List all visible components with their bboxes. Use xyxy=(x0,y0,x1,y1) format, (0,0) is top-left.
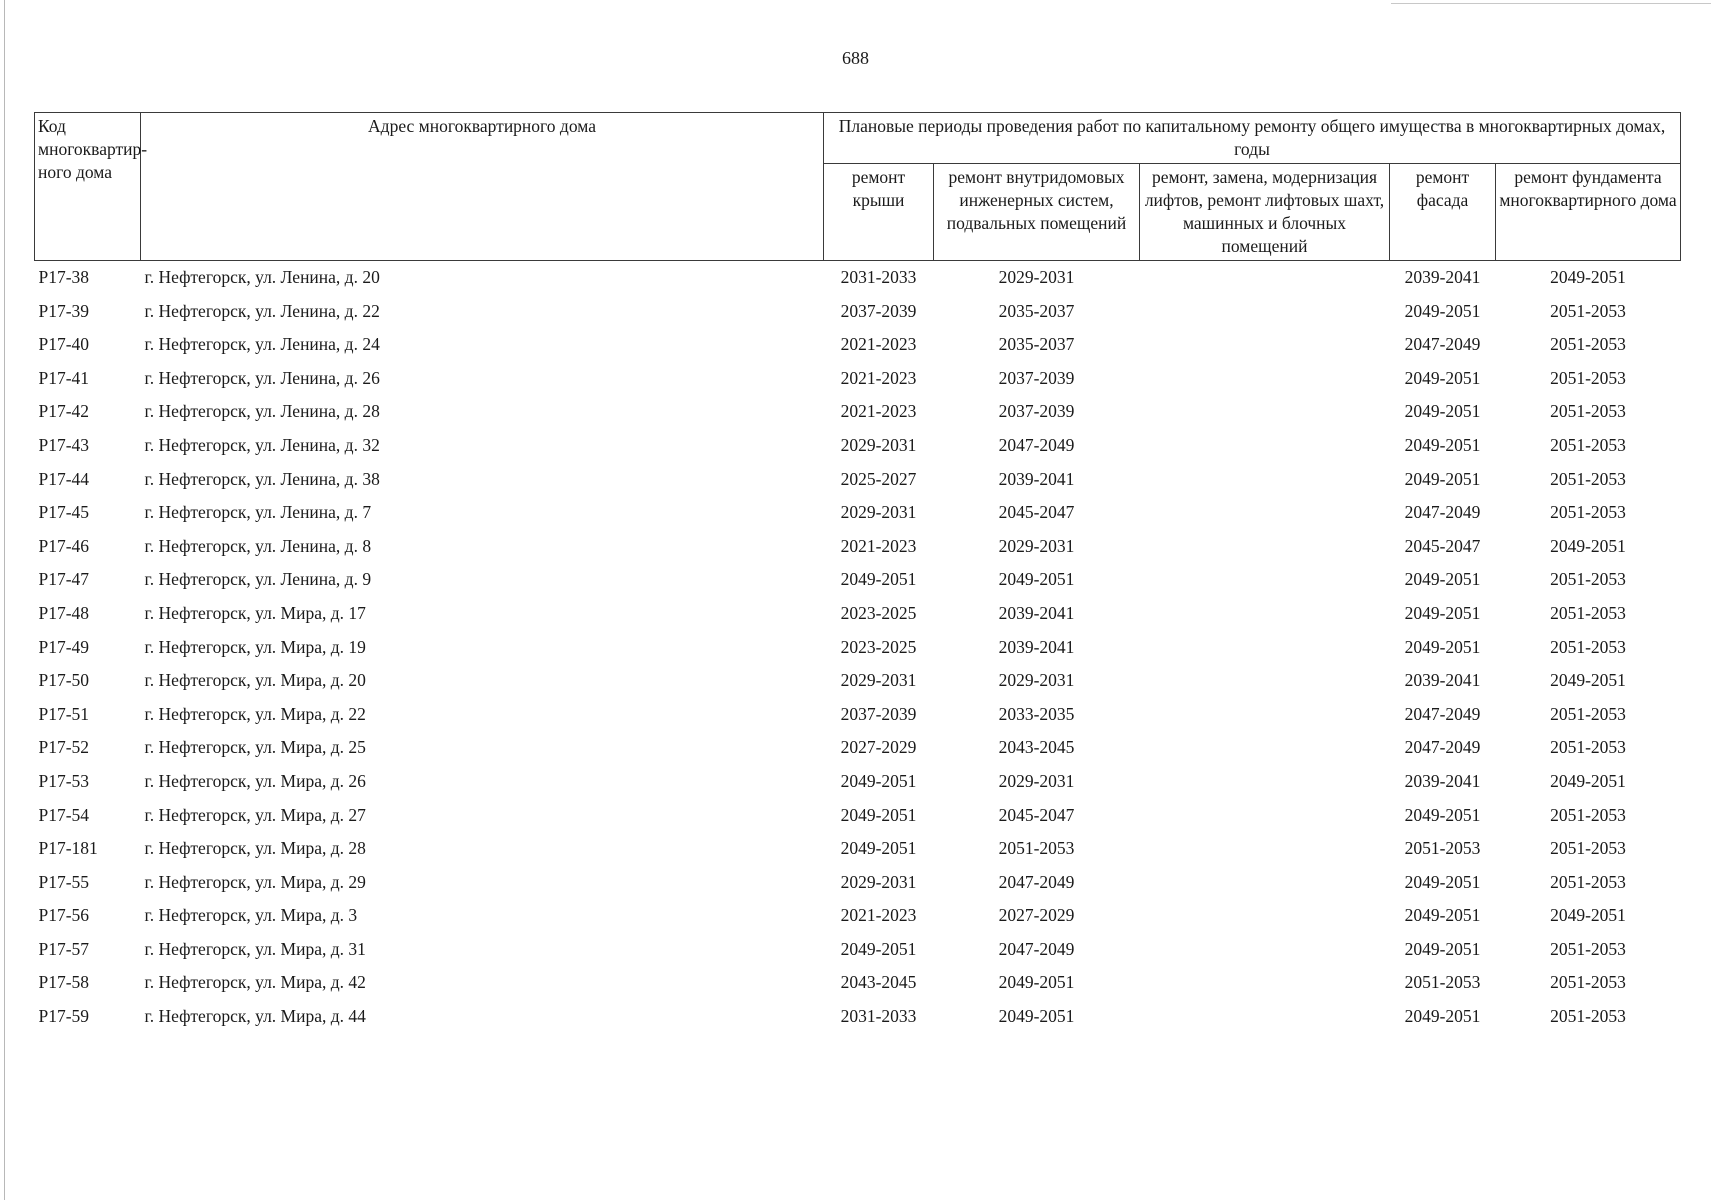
foundation-period: 2051-2053 xyxy=(1550,871,1626,892)
scan-edge-line-top xyxy=(1391,3,1711,4)
table-header xyxy=(35,113,1681,261)
header-lifts: ремонт, замена, модернизация лифтов, ремонт лифтовых шахт, машинных и блочных помещений xyxy=(1140,164,1390,261)
facade-period: 2039-2041 xyxy=(1404,267,1481,287)
table-body xyxy=(35,261,1681,1034)
header-planned-periods: Плановые периоды проведения работ по капитальному ремонту общего имущества в многоквартирных домах, годы xyxy=(824,113,1681,164)
facade-period: 2049-2051 xyxy=(1404,468,1481,489)
house-address: г. Нефтегорск, ул. Мира, д. 22 xyxy=(144,703,366,724)
lifts-period xyxy=(1140,261,1390,295)
systems-period: 2047-2049 xyxy=(998,434,1075,455)
roof-period: 2029-2031 xyxy=(840,434,917,455)
facade-period: 2049-2051 xyxy=(1404,804,1481,825)
house-code: P17-40 xyxy=(38,334,90,355)
header-foundation: ремонт фундамента многоквартирного дома xyxy=(1496,164,1681,261)
house-code: P17-57 xyxy=(38,938,90,959)
foundation-period: 2051-2053 xyxy=(1550,838,1626,859)
house-address: г. Нефтегорск, ул. Мира, д. 19 xyxy=(144,636,366,657)
systems-period: 2029-2031 xyxy=(998,267,1075,287)
house-code: P17-41 xyxy=(38,367,90,388)
foundation-period: 2051-2053 xyxy=(1550,468,1626,489)
table-row xyxy=(35,664,1681,698)
foundation-period: 2051-2053 xyxy=(1550,636,1626,657)
house-address: г. Нефтегорск, ул. Ленина, д. 9 xyxy=(144,569,372,590)
table-row xyxy=(35,765,1681,799)
facade-period: 2049-2051 xyxy=(1404,636,1481,657)
foundation-period: 2051-2053 xyxy=(1550,334,1626,355)
house-address: г. Нефтегорск, ул. Ленина, д. 26 xyxy=(144,367,380,388)
table-row xyxy=(35,731,1681,765)
table-row xyxy=(35,1000,1681,1034)
foundation-period: 2051-2053 xyxy=(1550,367,1626,388)
house-code: P17-59 xyxy=(38,1006,90,1027)
header-address: Адрес многоквартирного дома xyxy=(141,113,824,261)
house-address: г. Нефтегорск, ул. Ленина, д. 28 xyxy=(144,401,380,422)
house-address: г. Нефтегорск, ул. Мира, д. 25 xyxy=(144,737,366,758)
house-address: г. Нефтегорск, ул. Мира, д. 3 xyxy=(144,905,358,926)
roof-period: 2021-2023 xyxy=(840,535,917,556)
house-code: P17-56 xyxy=(38,905,90,926)
house-code: P17-55 xyxy=(38,871,90,892)
foundation-period: 2049-2051 xyxy=(1550,267,1626,287)
house-code: P17-181 xyxy=(38,838,98,859)
house-address: г. Нефтегорск, ул. Ленина, д. 7 xyxy=(144,502,372,523)
facade-period: 2049-2051 xyxy=(1404,569,1481,590)
house-code: P17-43 xyxy=(38,434,90,455)
foundation-period: 2049-2051 xyxy=(1550,535,1626,556)
facade-period: 2051-2053 xyxy=(1404,972,1481,993)
house-address: г. Нефтегорск, ул. Мира, д. 17 xyxy=(144,602,366,623)
house-code: P17-54 xyxy=(38,804,90,825)
house-address: г. Нефтегорск, ул. Мира, д. 26 xyxy=(144,770,366,791)
lifts-period xyxy=(1140,1000,1390,1034)
lifts-period xyxy=(1140,698,1390,732)
house-code: P17-39 xyxy=(38,300,90,321)
facade-period: 2049-2051 xyxy=(1404,938,1481,959)
header-facade: ремонт фасада xyxy=(1390,164,1496,261)
facade-period: 2047-2049 xyxy=(1404,502,1481,523)
table-row xyxy=(35,530,1681,564)
facade-period: 2049-2051 xyxy=(1404,1006,1481,1027)
house-address: г. Нефтегорск, ул. Мира, д. 28 xyxy=(144,838,366,859)
table-row xyxy=(35,496,1681,530)
table-row xyxy=(35,362,1681,396)
facade-period: 2047-2049 xyxy=(1404,334,1481,355)
table-row xyxy=(35,966,1681,1000)
header-engineering-systems: ремонт внутридомовых инженерных систем, подвальных помещений xyxy=(934,164,1140,261)
systems-period: 2037-2039 xyxy=(998,367,1075,388)
table-row xyxy=(35,832,1681,866)
roof-period: 2049-2051 xyxy=(840,804,917,825)
systems-period: 2045-2047 xyxy=(998,804,1075,825)
house-address: г. Нефтегорск, ул. Мира, д. 27 xyxy=(144,804,366,825)
systems-period: 2039-2041 xyxy=(998,602,1075,623)
foundation-period: 2051-2053 xyxy=(1550,602,1626,623)
systems-period: 2033-2035 xyxy=(998,703,1075,724)
house-address: г. Нефтегорск, ул. Ленина, д. 38 xyxy=(144,468,380,489)
roof-period: 2049-2051 xyxy=(840,569,917,590)
lifts-period xyxy=(1140,530,1390,564)
systems-period: 2037-2039 xyxy=(998,401,1075,422)
table-row xyxy=(35,899,1681,933)
lifts-period xyxy=(1140,295,1390,329)
roof-period: 2021-2023 xyxy=(840,367,917,388)
foundation-period: 2051-2053 xyxy=(1550,804,1626,825)
lifts-period xyxy=(1140,496,1390,530)
roof-period: 2029-2031 xyxy=(840,670,917,691)
roof-period: 2025-2027 xyxy=(840,468,917,489)
lifts-period xyxy=(1140,966,1390,1000)
table-row xyxy=(35,463,1681,497)
lifts-period xyxy=(1140,832,1390,866)
facade-period: 2049-2051 xyxy=(1404,602,1481,623)
house-address: г. Нефтегорск, ул. Мира, д. 29 xyxy=(144,871,366,892)
house-code: P17-58 xyxy=(38,972,90,993)
facade-period: 2049-2051 xyxy=(1404,300,1481,321)
lifts-period xyxy=(1140,395,1390,429)
lifts-period xyxy=(1140,664,1390,698)
systems-period: 2029-2031 xyxy=(998,535,1075,556)
foundation-period: 2051-2053 xyxy=(1550,1006,1626,1027)
table-row xyxy=(35,563,1681,597)
systems-period: 2035-2037 xyxy=(998,334,1075,355)
house-code: P17-53 xyxy=(38,770,90,791)
systems-period: 2035-2037 xyxy=(998,300,1075,321)
systems-period: 2043-2045 xyxy=(998,737,1075,758)
house-address: г. Нефтегорск, ул. Мира, д. 20 xyxy=(144,670,366,691)
systems-period: 2045-2047 xyxy=(998,502,1075,523)
lifts-period xyxy=(1140,765,1390,799)
systems-period: 2027-2029 xyxy=(998,905,1075,926)
roof-period: 2029-2031 xyxy=(840,871,917,892)
lifts-period xyxy=(1140,597,1390,631)
house-address: г. Нефтегорск, ул. Ленина, д. 32 xyxy=(144,434,380,455)
house-address: г. Нефтегорск, ул. Ленина, д. 22 xyxy=(144,300,380,321)
systems-period: 2051-2053 xyxy=(998,838,1075,859)
header-code: Код многоквартир-ного дома xyxy=(35,113,141,261)
table-row xyxy=(35,597,1681,631)
repair-schedule-table xyxy=(34,112,1681,1034)
foundation-period: 2049-2051 xyxy=(1550,670,1626,691)
foundation-period: 2049-2051 xyxy=(1550,770,1626,791)
facade-period: 2047-2049 xyxy=(1404,703,1481,724)
house-address: г. Нефтегорск, ул. Мира, д. 44 xyxy=(144,1006,366,1027)
table-row xyxy=(35,261,1681,295)
foundation-period: 2051-2053 xyxy=(1550,502,1626,523)
table-row xyxy=(35,866,1681,900)
roof-period: 2029-2031 xyxy=(840,502,917,523)
systems-period: 2047-2049 xyxy=(998,871,1075,892)
lifts-period xyxy=(1140,328,1390,362)
header-roof: ремонт крыши xyxy=(824,164,934,261)
table-row xyxy=(35,631,1681,665)
foundation-period: 2051-2053 xyxy=(1550,300,1626,321)
roof-period: 2043-2045 xyxy=(840,972,917,993)
foundation-period: 2051-2053 xyxy=(1550,972,1626,993)
table-row xyxy=(35,429,1681,463)
house-address: г. Нефтегорск, ул. Ленина, д. 24 xyxy=(144,334,380,355)
house-code: P17-49 xyxy=(38,636,90,657)
facade-period: 2047-2049 xyxy=(1404,737,1481,758)
house-code: P17-52 xyxy=(38,737,90,758)
foundation-period: 2051-2053 xyxy=(1550,434,1626,455)
lifts-period xyxy=(1140,799,1390,833)
lifts-period xyxy=(1140,563,1390,597)
foundation-period: 2051-2053 xyxy=(1550,569,1626,590)
systems-period: 2049-2051 xyxy=(998,569,1075,590)
house-code: P17-47 xyxy=(38,569,90,590)
facade-period: 2039-2041 xyxy=(1404,770,1481,791)
house-code: P17-48 xyxy=(38,602,90,623)
table-row xyxy=(35,933,1681,967)
systems-period: 2029-2031 xyxy=(998,670,1075,691)
house-address: г. Нефтегорск, ул. Мира, д. 31 xyxy=(144,938,366,959)
systems-period: 2049-2051 xyxy=(998,1006,1075,1027)
house-code: P17-44 xyxy=(38,468,90,489)
systems-period: 2047-2049 xyxy=(998,938,1075,959)
house-address: г. Нефтегорск, ул. Мира, д. 42 xyxy=(144,972,366,993)
facade-period: 2049-2051 xyxy=(1404,905,1481,926)
roof-period: 2049-2051 xyxy=(840,838,917,859)
lifts-period xyxy=(1140,463,1390,497)
lifts-period xyxy=(1140,631,1390,665)
house-code: P17-45 xyxy=(38,502,90,523)
facade-period: 2049-2051 xyxy=(1404,401,1481,422)
roof-period: 2021-2023 xyxy=(840,401,917,422)
lifts-period xyxy=(1140,866,1390,900)
facade-period: 2051-2053 xyxy=(1404,838,1481,859)
systems-period: 2039-2041 xyxy=(998,636,1075,657)
facade-period: 2039-2041 xyxy=(1404,670,1481,691)
lifts-period xyxy=(1140,933,1390,967)
roof-period: 2021-2023 xyxy=(840,334,917,355)
foundation-period: 2049-2051 xyxy=(1550,905,1626,926)
foundation-period: 2051-2053 xyxy=(1550,938,1626,959)
roof-period: 2049-2051 xyxy=(840,770,917,791)
table-row xyxy=(35,698,1681,732)
roof-period: 2021-2023 xyxy=(840,905,917,926)
lifts-period xyxy=(1140,899,1390,933)
house-code: P17-46 xyxy=(38,535,90,556)
facade-period: 2045-2047 xyxy=(1404,535,1481,556)
table-row xyxy=(35,328,1681,362)
house-address: г. Нефтегорск, ул. Ленина, д. 8 xyxy=(144,535,372,556)
house-address: г. Нефтегорск, ул. Ленина, д. 20 xyxy=(144,267,380,287)
foundation-period: 2051-2053 xyxy=(1550,401,1626,422)
roof-period: 2027-2029 xyxy=(840,737,917,758)
scan-edge-line xyxy=(4,0,5,1200)
lifts-period xyxy=(1140,731,1390,765)
house-code: P17-38 xyxy=(38,267,90,287)
page-number: 688 xyxy=(842,48,869,68)
lifts-period xyxy=(1140,429,1390,463)
house-code: P17-42 xyxy=(38,401,90,422)
roof-period: 2031-2033 xyxy=(840,267,917,287)
table-row xyxy=(35,295,1681,329)
roof-period: 2031-2033 xyxy=(840,1006,917,1027)
roof-period: 2037-2039 xyxy=(840,703,917,724)
lifts-period xyxy=(1140,362,1390,396)
roof-period: 2037-2039 xyxy=(840,300,917,321)
systems-period: 2029-2031 xyxy=(998,770,1075,791)
roof-period: 2023-2025 xyxy=(840,602,917,623)
foundation-period: 2051-2053 xyxy=(1550,737,1626,758)
facade-period: 2049-2051 xyxy=(1404,434,1481,455)
facade-period: 2049-2051 xyxy=(1404,367,1481,388)
roof-period: 2049-2051 xyxy=(840,938,917,959)
systems-period: 2049-2051 xyxy=(998,972,1075,993)
systems-period: 2039-2041 xyxy=(998,468,1075,489)
house-code: P17-51 xyxy=(38,703,90,724)
foundation-period: 2051-2053 xyxy=(1550,703,1626,724)
facade-period: 2049-2051 xyxy=(1404,871,1481,892)
roof-period: 2023-2025 xyxy=(840,636,917,657)
house-code: P17-50 xyxy=(38,670,90,691)
table-row xyxy=(35,799,1681,833)
table-row xyxy=(35,395,1681,429)
